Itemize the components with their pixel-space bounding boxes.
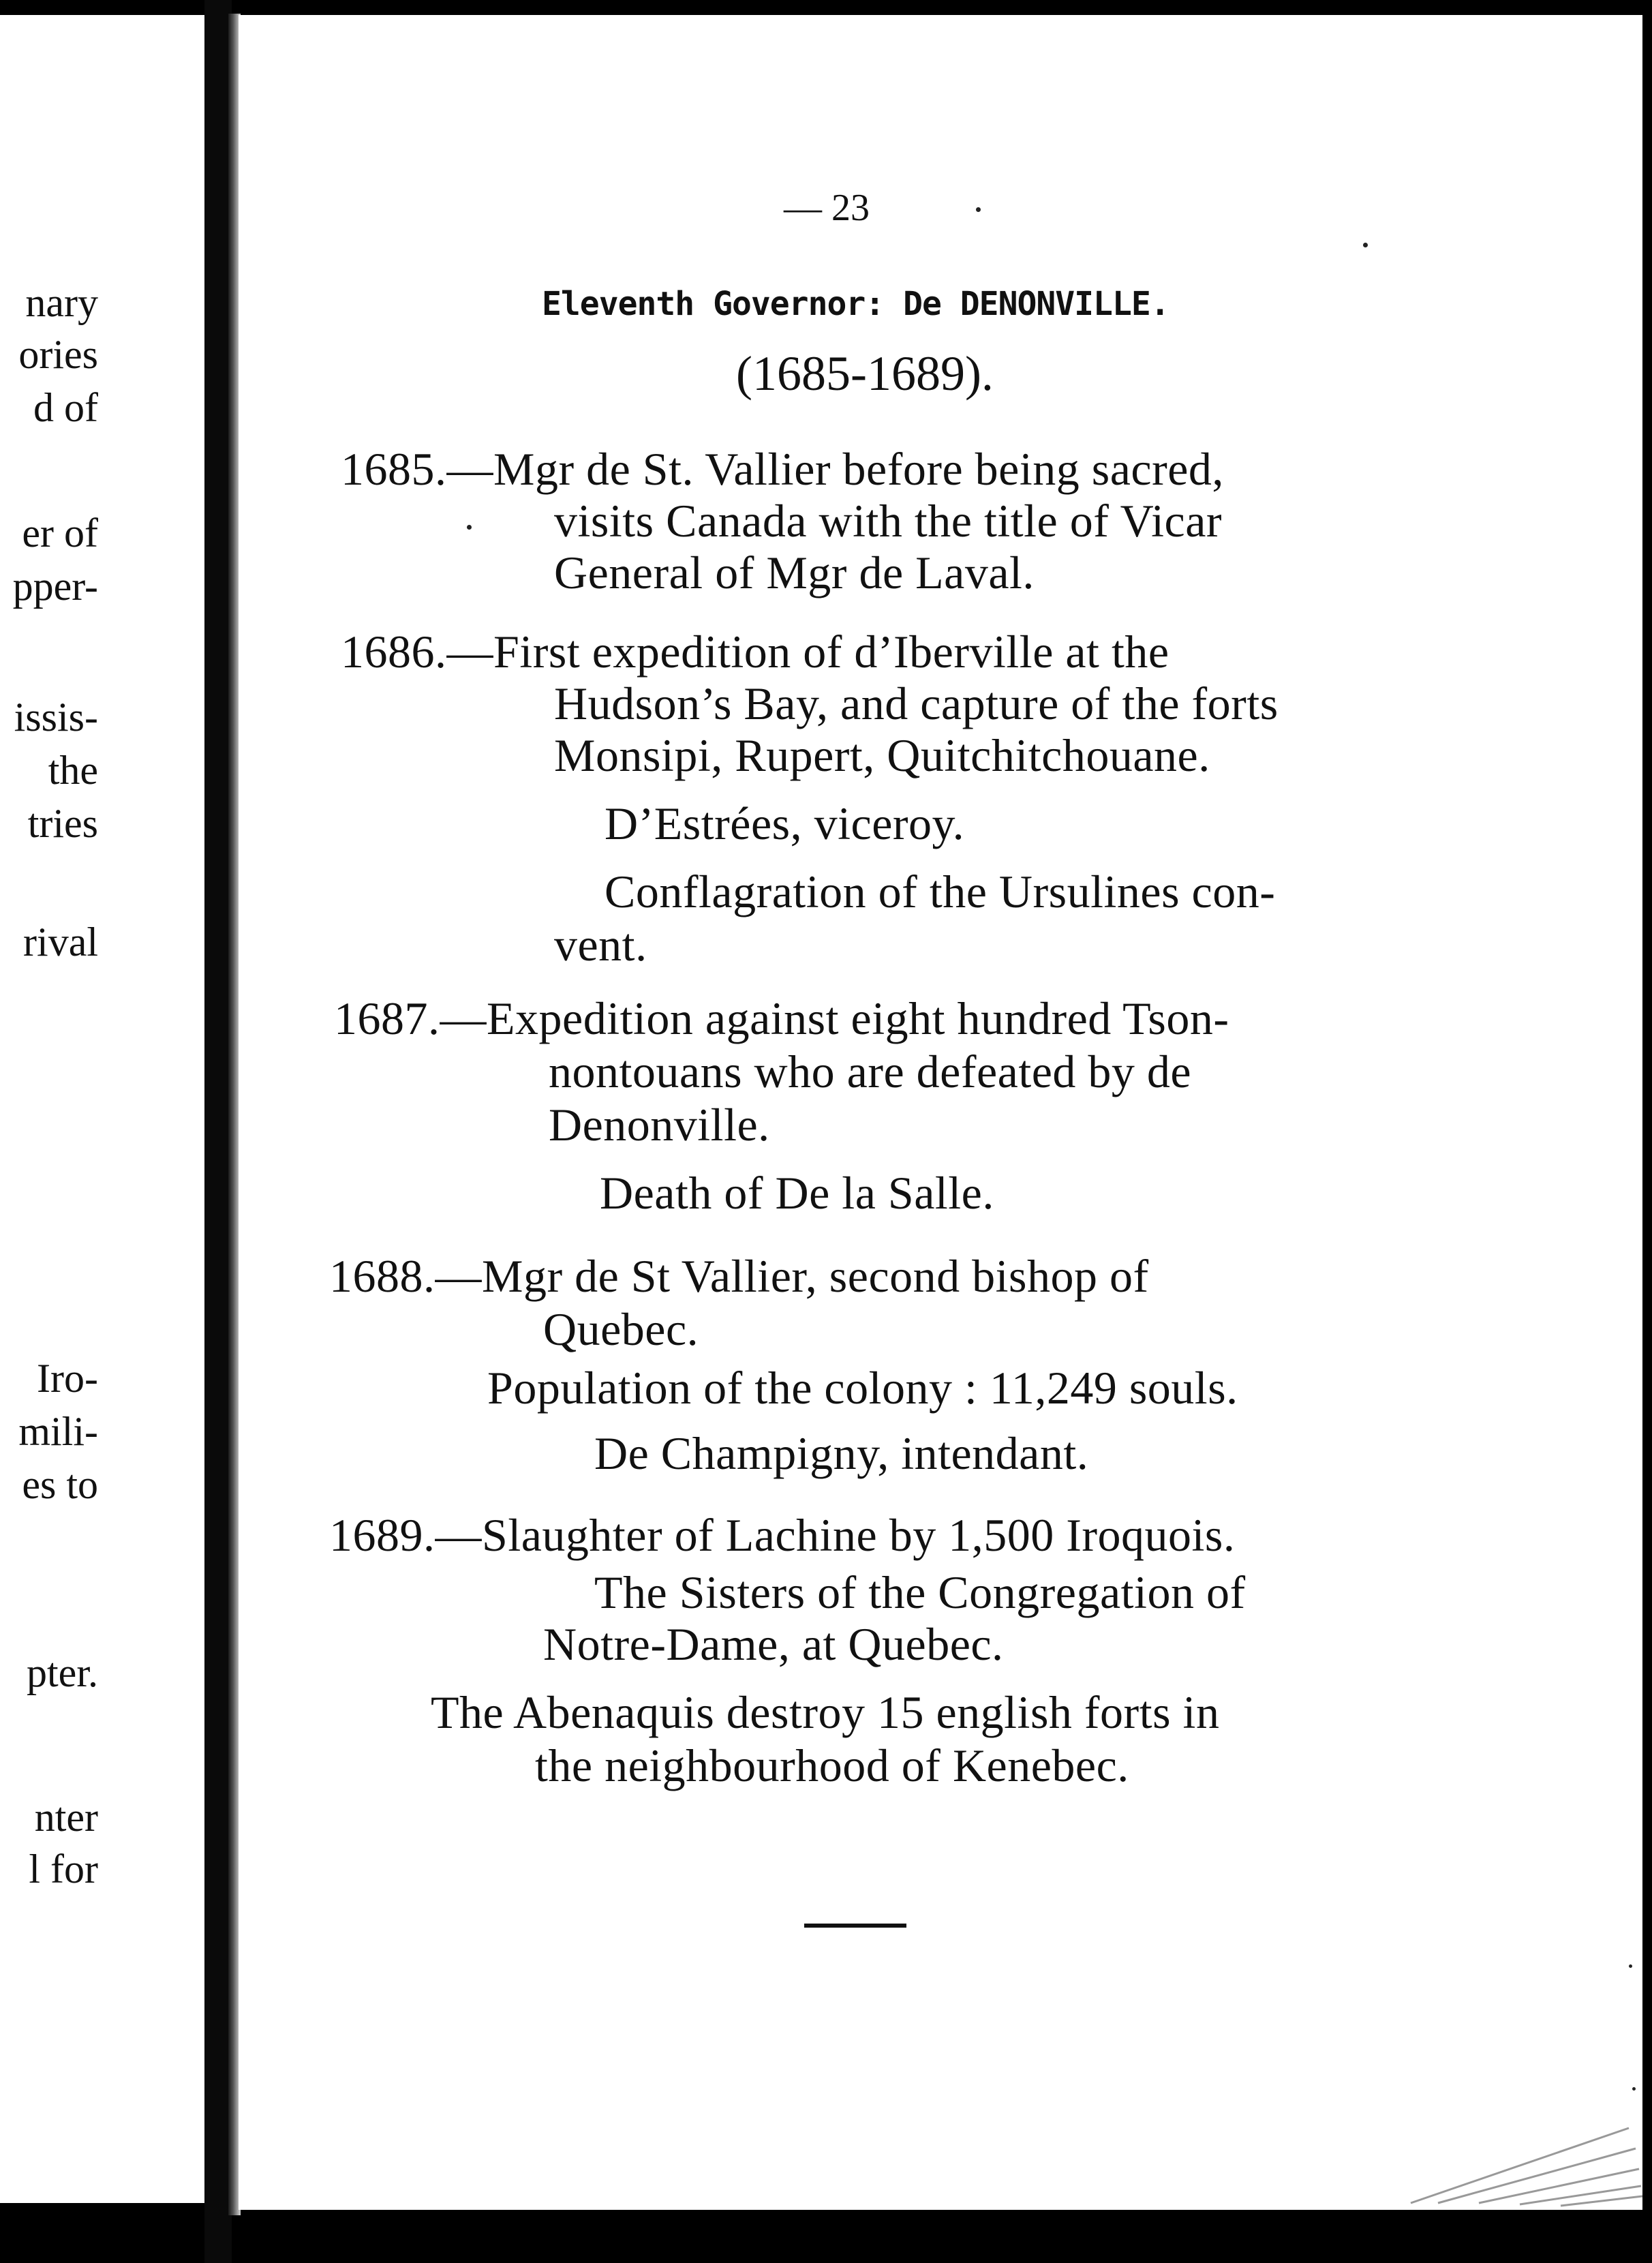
entry-1686-line-2: Hudson’s Bay, and capture of the forts	[554, 678, 1279, 729]
left-page-text: Iro-	[37, 1356, 98, 1401]
entry-1687-line-1: 1687.—Expedition against eight hundred Tson-	[334, 992, 1229, 1044]
entry-1689-line-1: 1689.—Slaughter of Lachine by 1,500 Iroquois.	[329, 1509, 1236, 1561]
current-page	[239, 15, 1642, 2210]
left-page-text: tries	[27, 801, 98, 846]
ink-speck	[976, 207, 981, 212]
chapter-dates: (1685-1689).	[736, 346, 994, 401]
entry-1687-line-3: Denonville.	[549, 1099, 770, 1151]
entry-1689-line-4: The Abenaquis destroy 15 english forts in	[431, 1686, 1220, 1738]
entry-1689-line-3: Notre-Dame, at Quebec.	[543, 1618, 1004, 1670]
ink-speck	[1363, 243, 1368, 247]
left-page-text: d of	[33, 385, 98, 430]
left-page-text: mili-	[18, 1409, 98, 1454]
entry-1688-line-4: De Champigny, intendant.	[594, 1427, 1089, 1479]
entry-1687-line-4: Death of De la Salle.	[600, 1167, 994, 1219]
left-page-text: ories	[18, 332, 98, 377]
entry-1689-line-2: The Sisters of the Congregation of	[594, 1566, 1246, 1618]
left-page-text: nary	[25, 280, 98, 325]
ink-speck	[1632, 2087, 1636, 2091]
entry-1686-line-4: D’Estrées, viceroy.	[605, 798, 965, 849]
entry-1686-line-5: Conflagration of the Ursulines con-	[605, 866, 1276, 917]
left-page-text: nter	[34, 1795, 98, 1840]
entry-1688-line-1: 1688.—Mgr de St Vallier, second bishop of	[329, 1250, 1149, 1302]
ink-speck	[1629, 1964, 1632, 1968]
book-gutter	[204, 0, 232, 2263]
entry-1685-line-1: 1685.—Mgr de St. Vallier before being sacred,	[341, 443, 1224, 495]
left-page-text: the	[48, 748, 98, 793]
entry-1686-line-3: Monsipi, Rupert, Quitchitchouane.	[554, 729, 1210, 781]
left-page-text: pter.	[27, 1650, 98, 1695]
left-page-text: l for	[29, 1847, 98, 1892]
entry-1687-line-2: nontouans who are defeated by de	[549, 1046, 1192, 1097]
page-corner-wear	[1397, 2101, 1642, 2210]
section-end-rule	[804, 1924, 906, 1928]
entry-1688-line-2: Quebec.	[543, 1303, 699, 1355]
entry-1688-line-3: Population of the colony : 11,249 souls.	[487, 1362, 1238, 1414]
left-page-text: pper-	[12, 564, 98, 609]
left-page-text: er of	[22, 511, 98, 556]
entry-1689-line-5: the neighbourhood of Kenebec.	[535, 1740, 1129, 1791]
left-page-text: es to	[22, 1462, 98, 1507]
ink-speck	[467, 525, 472, 530]
left-page-text: rival	[23, 920, 98, 965]
left-page-text: issis-	[14, 695, 98, 740]
entry-1685-line-3: General of Mgr de Laval.	[554, 547, 1035, 598]
chapter-heading: Eleventh Governor: De DENONVILLE.	[542, 285, 1169, 323]
entry-1685-line-2: visits Canada with the title of Vicar	[554, 495, 1223, 547]
previous-page-fragment	[0, 15, 204, 2203]
entry-1686-line-6: vent.	[554, 919, 647, 971]
page-number: — 23	[784, 187, 870, 229]
entry-1686-line-1: 1686.—First expedition of d’Iberville at the	[341, 626, 1169, 678]
